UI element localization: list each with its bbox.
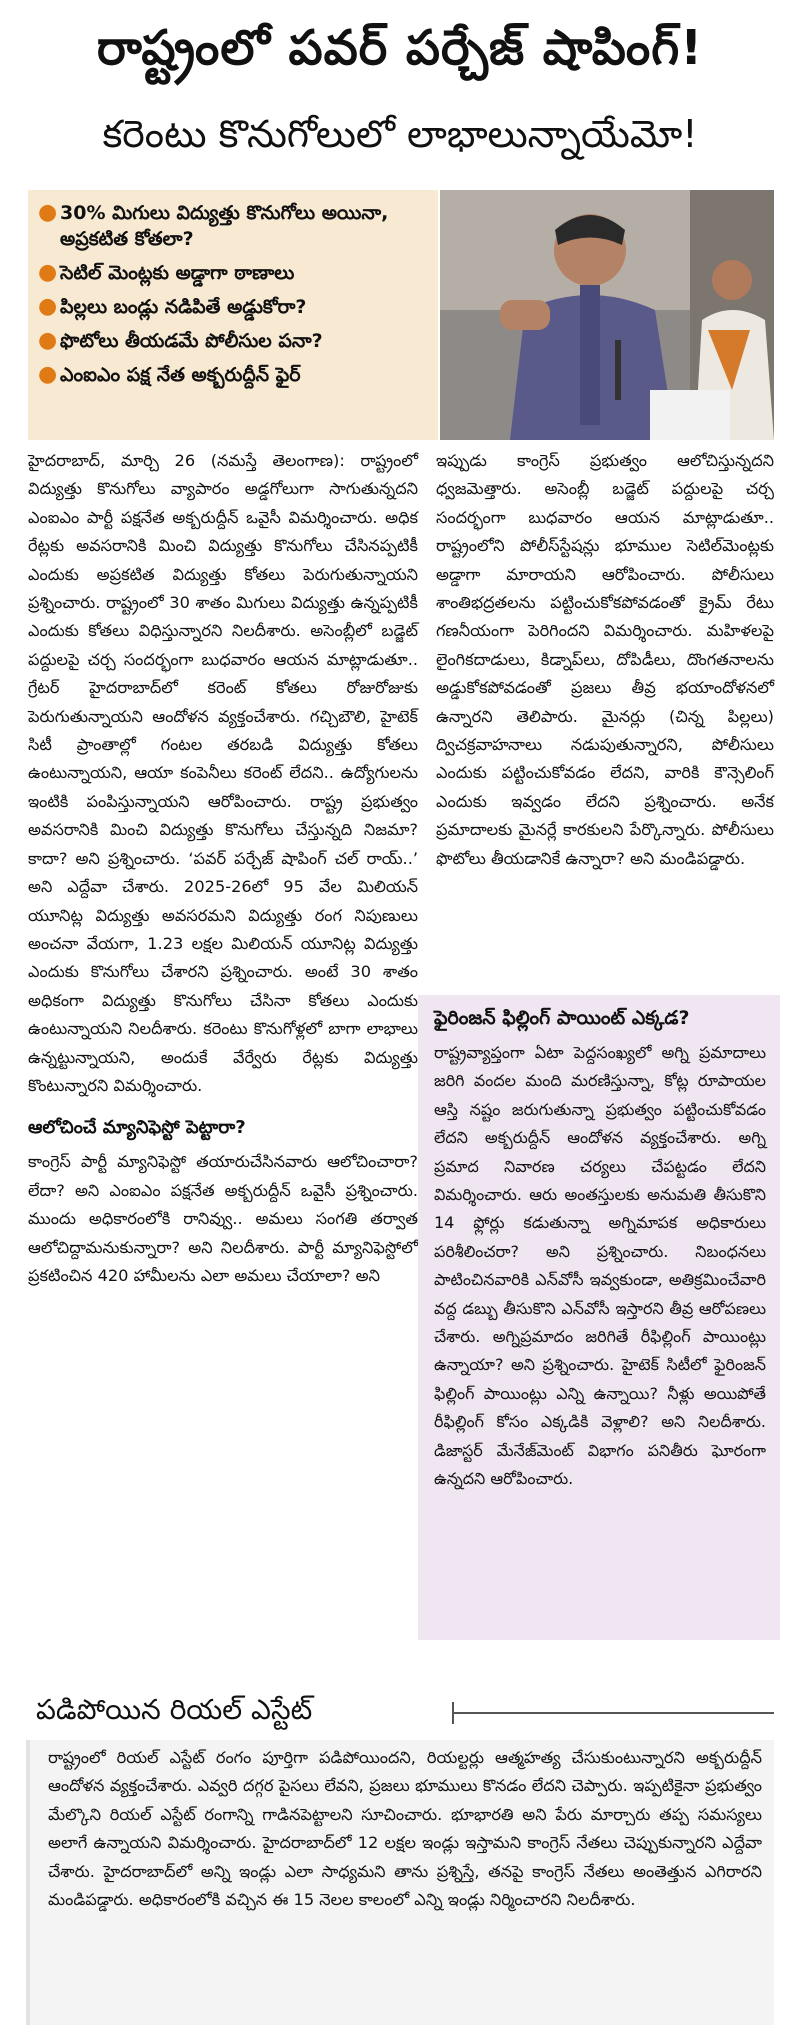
highlight-text: 30% మిగులు విద్యుత్తు కొనుగోలు అయినా, అప్రకటిత కోతలా? bbox=[60, 202, 389, 250]
article-left-column bbox=[28, 447, 418, 1290]
highlight-item bbox=[38, 362, 428, 388]
box-title: ఫైరింజన్ ఫిల్లింగ్ పాయింట్ ఎక్కడ? bbox=[434, 1007, 690, 1029]
bullet-dot-icon: ● bbox=[38, 260, 58, 285]
highlight-item bbox=[38, 260, 428, 286]
article-right-column bbox=[436, 447, 774, 873]
highlight-item bbox=[38, 328, 428, 354]
highlight-text: ఎంఐఎం పక్ష నేత అక్బరుద్దీన్ ఫైర్ bbox=[60, 364, 301, 386]
fire-safety-box bbox=[418, 995, 780, 1640]
bullet-dot-icon: ● bbox=[38, 362, 58, 387]
section-subheading: ఆలోచించే మ్యానిఫెస్టో పెట్టారా? bbox=[28, 1117, 246, 1139]
realestate-box bbox=[26, 1740, 774, 2025]
article-paragraph: కాంగ్రెస్ పార్టీ మ్యానిఫెస్టో తయారుచేసినవారు ఆలోచించారా? లేదా? అని ఎంఐఎం పక్షనేత అక్బరుద్దీన్ ఒవైసీ ప్రశ్నించారు. ముందు అధికారంలోకి రానివ్వు.. అమలు సంగతి తర్వాత ఆలోచిద్దామనుకున్నారా? అని నిలదీశారు. పార్టీ మ్యానిఫెస్టోలో ప్రకటించిన 420 హామీలను ఎలా అమలు చేయాలా? అని bbox=[28, 1152, 418, 1285]
article-paragraph: హైదరాబాద్, మార్చి 26 (నమస్తే తెలంగాణ): రాష్ట్రంలో విద్యుత్తు కొనుగోలు వ్యాపారం అడ్డగోలుగా సాగుతున్నదని ఎంఐఎం పార్టీ పక్షనేత అక్బరుద్దీన్ ఒవైసీ విమర్శించారు. అధిక రేట్లకు అవసరానికి మించి విద్యుత్తు కొనుగోలు చేసినప్పటికీ ఎందుకు అప్రకటిత విద్యుత్తు కోతలు పెరుగుతున్నాయని ప్రశ్నించారు. రాష్ట్రంలో 30 శాతం మిగులు విద్యుత్తు ఉన్నప్పటికీ ఎందుకు కోతలు విధిస్తున్నారని నిలదీశారు. అసెంబ్లీలో బడ్జెట్ పద్దులపై చర్చ సందర్భంగా బుధవారం ఆయన మాట్లాడుతూ.. గ్రేటర్ హైదరాబాద్‌లో కరెంట్ కోతలు రోజురోజుకు పెరుగుతున్నాయని ఆందోళన వ్యక్తంచేశారు. గచ్చిబౌలి, హైటెక్ సిటీ ప్రాంతాల్లో గంటల తరబడి విద్యుత్తు కోతలు ఉంటున్నాయని, ఆయా కంపెనీలు కరెంట్ లేదని.. ఉద్యోగులను ఇంటికి పంపిస్తున్నాయని ఆరోపించారు. రాష్ట్ర ప్రభుత్వం అవసరానికి మించి విద్యుత్తు కొనుగోలు చేస్తున్నది నిజమా? కాదా? అని ప్రశ్నించారు. ‘పవర్ పర్చేజ్ షాపింగ్ చల్ రాయ్..’ అని ఎద్దేవా చేశారు. 2025-26లో 95 వేల మిలియన్ యూనిట్ల విద్యుత్తు అవసరమని విద్యుత్తు రంగ నిపుణులు అంచనా వేయగా, 1.23 లక్షల మిలియన్ యూనిట్ల విద్యుత్తు ఎందుకు కొనుగోలు చేశారని ప్రశ్నించారు. అంటే 30 శాతం అధికంగా విద్యుత్తు కొనుగోలు చేసినా కోతలు ఎందుకు ఉంటున్నాయని నిలదీశారు. కరెంటు కొనుగోళ్లలో బాగా లాభాలు ఉన్నట్టున్నాయని, అందుకే వేర్వేరు రేట్లకు విద్యుత్తు కొంటున్నారని విమర్శించారు. bbox=[28, 451, 418, 1095]
bullet-dot-icon: ● bbox=[38, 200, 58, 225]
highlight-item bbox=[38, 200, 428, 252]
article-paragraph: ఇప్పుడు కాంగ్రెస్ ప్రభుత్వం ఆలోచిస్తున్నదని ధ్వజమెత్తారు. అసెంబ్లీ బడ్జెట్ పద్దులపై చర్చ సందర్భంగా బుధవారం ఆయన మాట్లాడుతూ.. రాష్ట్రంలోని పోలీస్‌స్టేషన్లు భూముల సెటిల్‌మెంట్లకు అడ్డాగా మారాయని ఆరోపించారు. పోలీసులు శాంతిభద్రతలను పట్టించుకోకపోవడంతో క్రైమ్ రేటు గణనీయంగా పెరిగిందని విమర్శించారు. మహిళలపై లైంగికదాడులు, కిడ్నాప్‌లు, దోపిడీలు, దొంగతనాలను అడ్డుకోకపోవడంతో ప్రజలు తీవ్ర భయాందోళనలో ఉన్నారని తెలిపారు. మైనర్లు (చిన్న పిల్లలు) ద్విచక్రవాహనాలు నడుపుతున్నారని, పోలీసులు ఎందుకు పట్టించుకోవడం లేదని, వారికి కౌన్సెలింగ్ ఎందుకు ఇవ్వడం లేదని ప్రశ్నించారు. అనేక ప్రమాదాలకు మైనర్లే కారకులని పేర్కొన్నారు. పోలీసులు ఫొటోలు తీయడానికే ఉన్నారా? అని మండిపడ్డారు. bbox=[436, 451, 774, 868]
highlight-item bbox=[38, 294, 428, 320]
highlights-box bbox=[28, 190, 438, 440]
news-photo bbox=[440, 190, 774, 440]
heading-rule bbox=[452, 1712, 774, 1714]
highlight-text: పిల్లలు బండ్లు నడిపితే అడ్డుకోరా? bbox=[60, 296, 307, 318]
realestate-body: రాష్ట్రంలో రియల్ ఎస్టేట్ రంగం పూర్తిగా పడిపోయిందని, రియల్టర్లు ఆత్మహత్య చేసుకుంటున్నారని అక్బరుద్దీన్ ఆందోళన వ్యక్తంచేశారు. ఎవ్వరి దగ్గర పైసలు లేవని, ప్రజలు భూములు కొనడం లేదని చెప్పారు. ఇప్పటికైనా ప్రభుత్వం మేల్కొని రియల్ ఎస్టేట్ రంగాన్ని గాడినపెట్టాలని సూచించారు. భూభారతి అని పేరు మార్చారు తప్ప సమస్యలు అలాగే ఉన్నాయని విమర్శించారు. హైదరాబాద్‌లో 12 లక్షల ఇండ్లు ఇస్తామని కాంగ్రెస్ నేతలు చెప్పుకున్నారని ఎద్దేవా చేశారు. హైదరాబాద్‌లో అన్ని ఇండ్లు ఎలా సాధ్యమని తాను ప్రశ్నిస్తే, తనపై కాంగ్రెస్ నేతలు అంతెత్తున ఎగిరారని మండిపడ్డారు. అధికారంలోకి వచ్చిన ఈ 15 నెలల కాలంలో ఎన్ని ఇండ్లు నిర్మించారని నిలదీశారు. bbox=[48, 1748, 762, 1910]
subheadline: కరెంటు కొనుగోలులో లాభాలున్నాయేమో! bbox=[102, 112, 698, 156]
highlight-text: ఫొటోలు తీయడమే పోలీసుల పనా? bbox=[60, 330, 323, 352]
speaker-photo-illustration bbox=[440, 190, 774, 440]
box-body: రాష్ట్రవ్యాప్తంగా ఏటా పెద్దసంఖ్యలో అగ్ని ప్రమాదాలు జరిగి వందల మంది మరణిస్తున్నా, కోట్ల రూపాయల ఆస్తి నష్టం జరుగుతున్నా ప్రభుత్వం పట్టించుకోవడం లేదని అక్బరుద్దీన్ ఆందోళన వ్యక్తంచేశారు. అగ్ని ప్రమాద నివారణ చర్యలు చేపట్టడం లేదని విమర్శించారు. ఆరు అంతస్తులకు అనుమతి తీసుకొని 14 ఫ్లోర్లు కడుతున్నా అగ్నిమాపక అధికారులు పరిశీలించరా? అని ప్రశ్నించారు. నిబంధనలు పాటించినవారికి ఎన్‌వోసీ ఇవ్వకుండా, అతిక్రమించేవారి వద్ద డబ్బు తీసుకొని ఎన్‌వోసీ ఇస్తారని తీవ్ర ఆరోపణలు చేశారు. అగ్నిప్రమాదం జరిగితే రీఫిల్లింగ్ పాయింట్లు ఉన్నాయా? అని ప్రశ్నించారు. హైటెక్ సిటీలో ఫైరింజన్ ఫిల్లింగ్ పాయింట్లు ఎన్ని ఉన్నాయి? నీళ్లు అయిపోతే రీఫిల్లింగ్ కోసం ఎక్కడికి వెళ్లాలి? అని నిలదీశారు. డిజాస్టర్ మేనేజ్‌మెంట్ విభాగం పనితీరు ఘోరంగా ఉన్నదని ఆరోపించారు. bbox=[434, 1043, 766, 1489]
headline: రాష్ట్రంలో పవర్ పర్చేజ్ షాపింగ్! bbox=[96, 20, 704, 76]
highlight-text: సెటిల్ మెంట్లకు అడ్డాగా ఠాణాలు bbox=[60, 262, 295, 284]
bullet-dot-icon: ● bbox=[38, 294, 58, 319]
realestate-heading: పడిపోయిన రియల్ ఎస్టేట్ bbox=[36, 1693, 313, 1726]
bullet-dot-icon: ● bbox=[38, 328, 58, 353]
